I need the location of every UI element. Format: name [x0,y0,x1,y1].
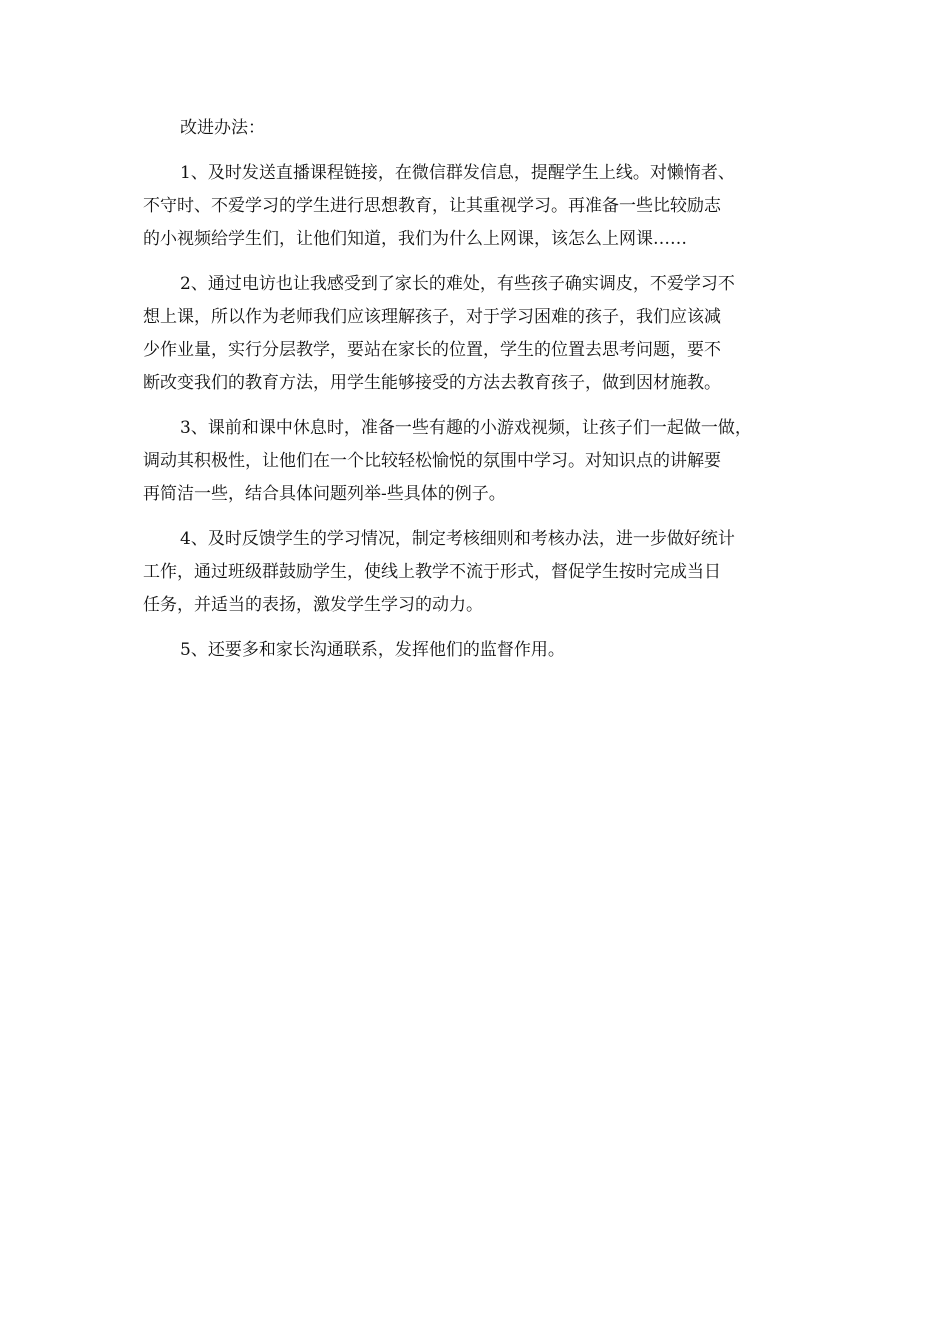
paragraph-2-line-3: 少作业量，实行分层教学，要站在家长的位置，学生的位置去思考问题，要不 [143,340,721,360]
document-body [143,112,815,679]
paragraph-3-line-3: 再简洁一些，结合具体问题列举-些具体的例子。 [143,484,506,504]
paragraph-5 [143,634,815,667]
paragraph-3-line-1: 3、课前和课中休息时，准备一些有趣的小游戏视频，让孩子们一起做一做， [180,418,752,438]
paragraph-1-line-1: 1、及时发送直播课程链接，在微信群发信息，提醒学生上线。对懒惰者、 [180,163,735,183]
paragraph-4-line-1: 4、及时反馈学生的学习情况，制定考核细则和考核办法，进一步做好统计 [180,529,735,549]
paragraph-3 [143,412,815,511]
paragraph-5-line-1: 5、还要多和家长沟通联系，发挥他们的监督作用。 [180,640,565,660]
paragraph-2-line-1: 2、通过电访也让我感受到了家长的难处，有些孩子确实调皮，不爱学习不 [180,274,735,294]
paragraph-1 [143,157,815,256]
paragraph-4-line-2: 工作，通过班级群鼓励学生，使线上教学不流于形式，督促学生按时完成当日 [143,562,721,582]
paragraph-2-line-2: 想上课，所以作为老师我们应该理解孩子，对于学习困难的孩子，我们应该减 [143,307,721,327]
paragraph-4 [143,523,815,622]
paragraph-4-line-3: 任务，并适当的表扬，激发学生学习的动力。 [143,595,483,615]
paragraph-2-line-4: 断改变我们的教育方法，用学生能够接受的方法去教育孩子，做到因材施教。 [143,373,721,393]
paragraph-2 [143,268,815,400]
paragraph-1-line-3: 的小视频给学生们，让他们知道，我们为什么上网课，该怎么上网课…… [143,229,687,249]
paragraph-3-line-2: 调动其积极性，让他们在一个比较轻松愉悦的氛围中学习。对知识点的讲解要 [143,451,721,471]
paragraph-1-line-2: 不守时、不爱学习的学生进行思想教育，让其重视学习。再准备一些比较励志 [143,196,721,216]
section-heading: 改进办法： [180,118,265,138]
